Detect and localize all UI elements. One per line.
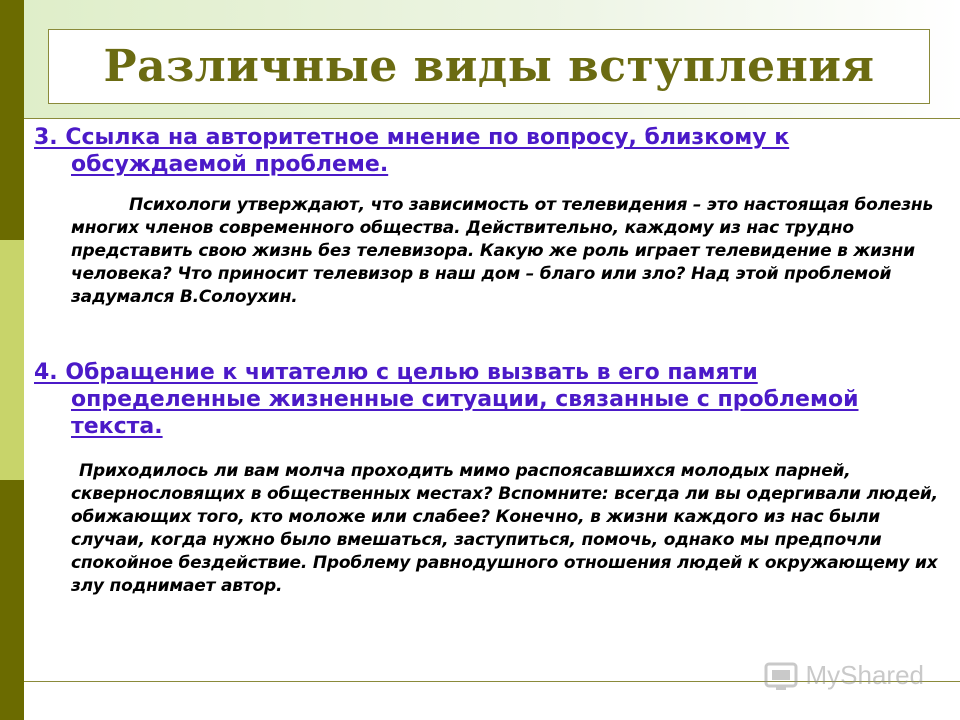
title-divider bbox=[24, 118, 960, 119]
left-stripe-middle bbox=[0, 240, 24, 480]
left-stripe-bottom bbox=[0, 480, 24, 720]
section-heading-3[interactable]: 3. Ссылка на авторитетное мнение по вопросу, близкому к обсуждаемой проблеме. bbox=[34, 125, 790, 177]
watermark bbox=[762, 658, 925, 692]
section-body-3: Психологи утверждают, что зависимость от телевидения – это настоящая болезнь многих членов современного общества. Действительно, каждому из нас трудно представить свою жизнь без телевизора. Какую же роль играет телевидение в жизни человека? Что приносит телевизор в наш дом – благо или зло? Над этой проблемой задумался В.Солоухин. bbox=[71, 195, 933, 307]
section-body-4: Приходилось ли вам молча проходить мимо распоясавшихся молодых парней, сквернословящих в общественных местах? Вспомните: всегда ли вы одергивали людей, обижающих того, кто моложе или слабее? Конечно, в жизни каждого из нас были случаи, когда нужно было вмешаться, заступиться, помочь, однако мы предпочли спокойное бездействие. Проблему равнодушного отношения людей к окружающему их злу поднимает автор. bbox=[71, 461, 938, 596]
myshared-logo-icon bbox=[762, 658, 802, 692]
title-box bbox=[48, 29, 930, 104]
slide-title: Различные виды вступления bbox=[103, 41, 875, 92]
watermark-text: MyShared bbox=[805, 659, 924, 690]
left-stripe-top bbox=[0, 0, 24, 240]
section-heading-4[interactable]: 4. Обращение к читателю с целью вызвать в его памяти определенные жизненные ситуации, связанные с проблемой текста. bbox=[34, 360, 859, 439]
